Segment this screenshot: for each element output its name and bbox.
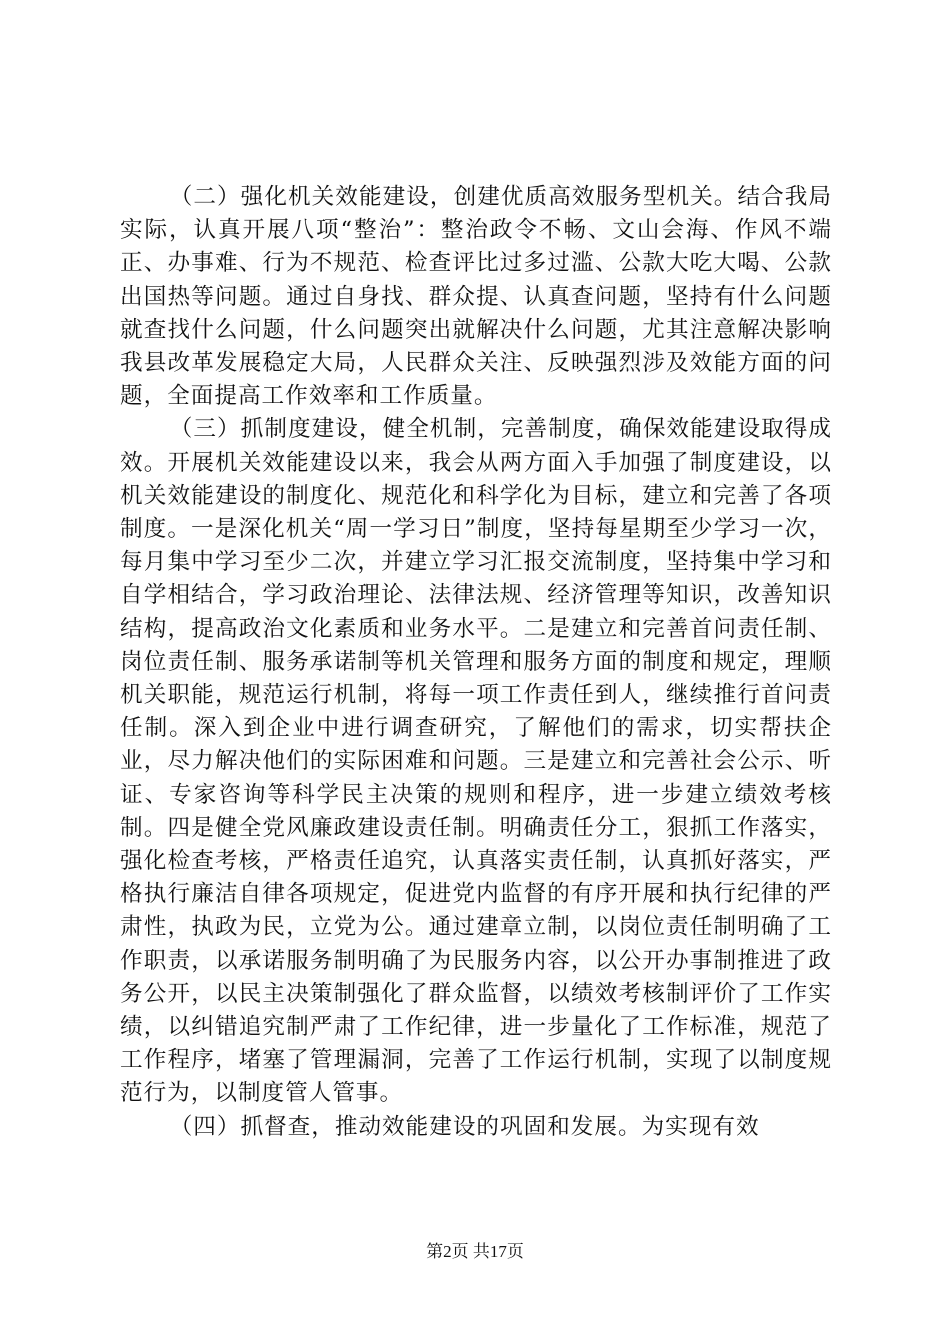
paragraph-section-4: （四）抓督查，推动效能建设的巩固和发展。为实现有效	[169, 1113, 760, 1140]
paragraph-section-2: （二）强化机关效能建设，创建优质高效服务型机关。结合我局实际，认真开展八项“整治”：整治政令不畅、文山会海、作风不端正、办事难、行为不规范、检查评比过多过滥、公款大吃大喝、公款出国热等问题。通过自身找、群众提、认真查问题，坚持有什么问题就查找什么问题，什么问题突出就解决什么问题，尤其注意解决影响我县改革发展稳定大局，人民群众关注、反映强烈涉及效能方面的问题，全面提高工作效率和工作质量。	[120, 184, 832, 410]
page-number-label: 第2页 共17页	[426, 1242, 524, 1261]
paragraph-section-3: （三）抓制度建设，健全机制，完善制度，确保效能建设取得成效。开展机关效能建设以来，我会从两方面入手加强了制度建设，以机关效能建设的制度化、规范化和科学化为目标，建立和完善了各项制度。一是深化机关“周一学习日”制度，坚持每星期至少学习一次，每月集中学习至少二次，并建立学习汇报交流制度，坚持集中学习和自学相结合，学习政治理论、法律法规、经济管理等知识，改善知识结构，提高政治文化素质和业务水平。二是建立和完善首问责任制、岗位责任制、服务承诺制等机关管理和服务方面的制度和规定，理顺机关职能，规范运行机制，将每一项工作责任到人，继续推行首问责任制。深入到企业中进行调查研究，了解他们的需求，切实帮扶企业，尽力解决他们的实际困难和问题。三是建立和完善社会公示、听证、专家咨询等科学民主决策的规则和程序，进一步建立绩效考核制。四是健全党风廉政建设责任制。明确责任分工，狠抓工作落实，强化检查考核，严格责任追究，认真落实责任制，认真抓好落实，严格执行廉洁自律各项规定，促进党内监督的有序开展和执行纪律的严肃性，执政为民，立党为公。通过建章立制，以岗位责任制明确了工作职责，以承诺服务制明确了为民服务内容，以公开办事制推进了政务公开，以民主决策制强化了群众监督，以绩效考核制评价了工作实绩，以纠错追究制严肃了工作纪律，进一步量化了工作标准，规范了工作程序，堵塞了管理漏洞，完善了工作运行机制，实现了以制度规范行为，以制度管人管事。	[120, 416, 832, 1107]
page-footer	[0, 1240, 950, 1264]
document-body	[120, 181, 832, 1144]
